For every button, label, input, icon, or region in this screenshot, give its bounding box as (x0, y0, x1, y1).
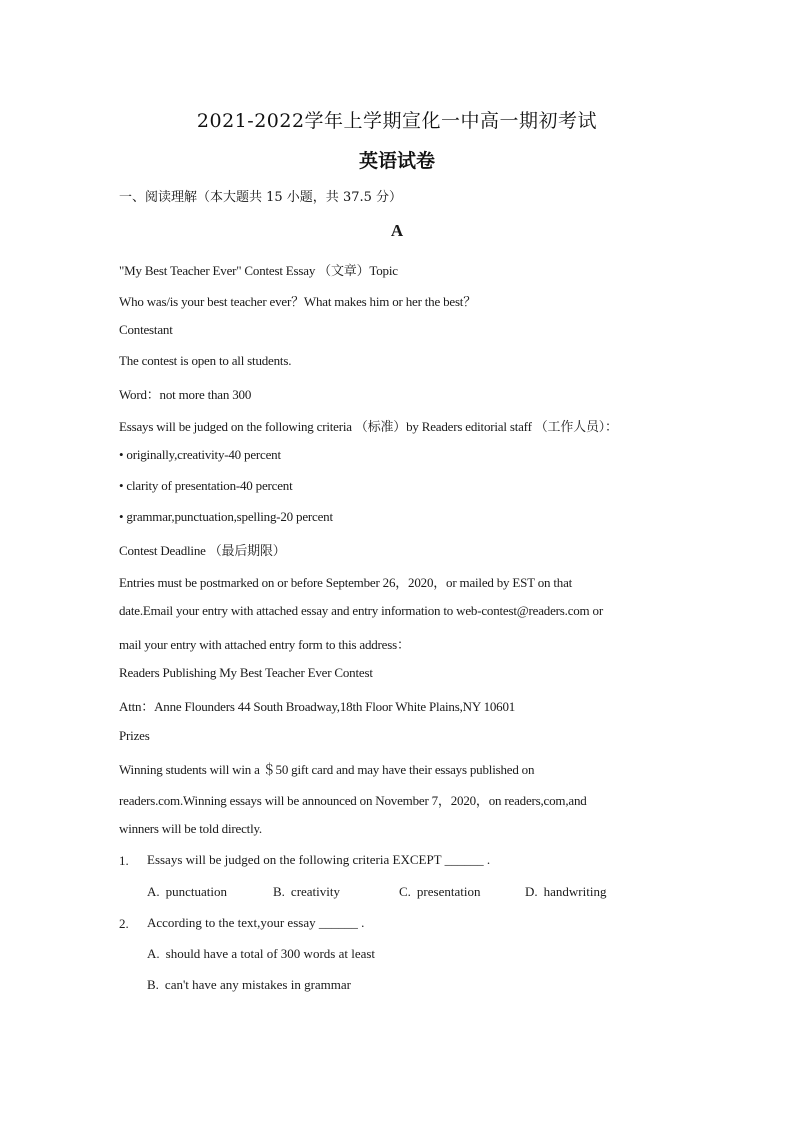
passage-line: Contest Deadline （最后期限） (119, 543, 286, 558)
question-stem: According to the text,your essay ______ . (147, 915, 365, 930)
option-text: should have a total of 300 words at least (165, 946, 376, 961)
question-number: 1. (119, 853, 129, 868)
passage-line: Contestant (119, 322, 173, 337)
option-letter: A. (147, 884, 160, 899)
option-letter: A. (147, 946, 160, 961)
option-c (399, 884, 480, 900)
passage-line: Entries must be postmarked on or before September 26，2020，or mailed by EST on that (119, 575, 573, 590)
passage-line: Word：not more than 300 (119, 387, 252, 402)
option-text: handwriting (543, 884, 607, 899)
passage-line: readers.com.Winning essays will be announced on November 7，2020，on readers,com,and (119, 793, 587, 808)
option-text: can't have any mistakes in grammar (164, 977, 352, 992)
passage-line: Who was/is your best teacher ever？What makes him or her the best？ (119, 294, 477, 309)
passage-line: winners will be told directly. (119, 821, 262, 836)
passage-line: "My Best Teacher Ever" Contest Essay （文章）Topic (119, 263, 398, 278)
passage-line: Attn：Anne Flounders 44 South Broadway,18th Floor White Plains,NY 10601 (119, 699, 516, 714)
question-number: 2. (119, 916, 129, 931)
option-text: presentation (416, 884, 481, 899)
option-letter: B. (147, 977, 159, 992)
passage-line: The contest is open to all students. (119, 353, 292, 368)
option-b (273, 884, 340, 900)
question-stem: Essays will be judged on the following criteria EXCEPT ______ . (147, 852, 491, 867)
option-letter: C. (399, 884, 411, 899)
passage-line: Essays will be judged on the following criteria （标准）by Readers editorial staff （工作人员）： (119, 419, 618, 434)
passage-line: Readers Publishing My Best Teacher Ever Contest (119, 665, 373, 680)
subject-title: 英语试卷 (358, 150, 435, 172)
section-heading: 一、阅读理解（本大题共 15 小题，共 37.5 分） (119, 190, 403, 205)
passage-line: mail your entry with attached entry form to this address： (119, 637, 410, 652)
exam-title: 2021-2022学年上学期宣化一中高一期初考试 (196, 110, 598, 132)
passage-line: Winning students will win a ＄50 gift card and may have their essays published on (119, 762, 535, 777)
passage-line: • clarity of presentation-40 percent (119, 478, 293, 493)
option-letter: B. (273, 884, 285, 899)
passage-line: • originally,creativity-40 percent (119, 447, 281, 462)
passage-line: Prizes (119, 728, 150, 743)
passage-line: • grammar,punctuation,spelling-20 percent (119, 509, 333, 524)
option-letter: D. (525, 884, 538, 899)
option-b (147, 977, 351, 993)
passage-label: A (390, 221, 404, 240)
option-text: punctuation (165, 884, 228, 899)
option-text: creativity (290, 884, 341, 899)
option-a (147, 884, 227, 900)
passage-line: date.Email your entry with attached essay and entry information to web-contest@readers.com or (119, 603, 603, 618)
option-a (147, 946, 375, 962)
option-d (525, 884, 606, 900)
